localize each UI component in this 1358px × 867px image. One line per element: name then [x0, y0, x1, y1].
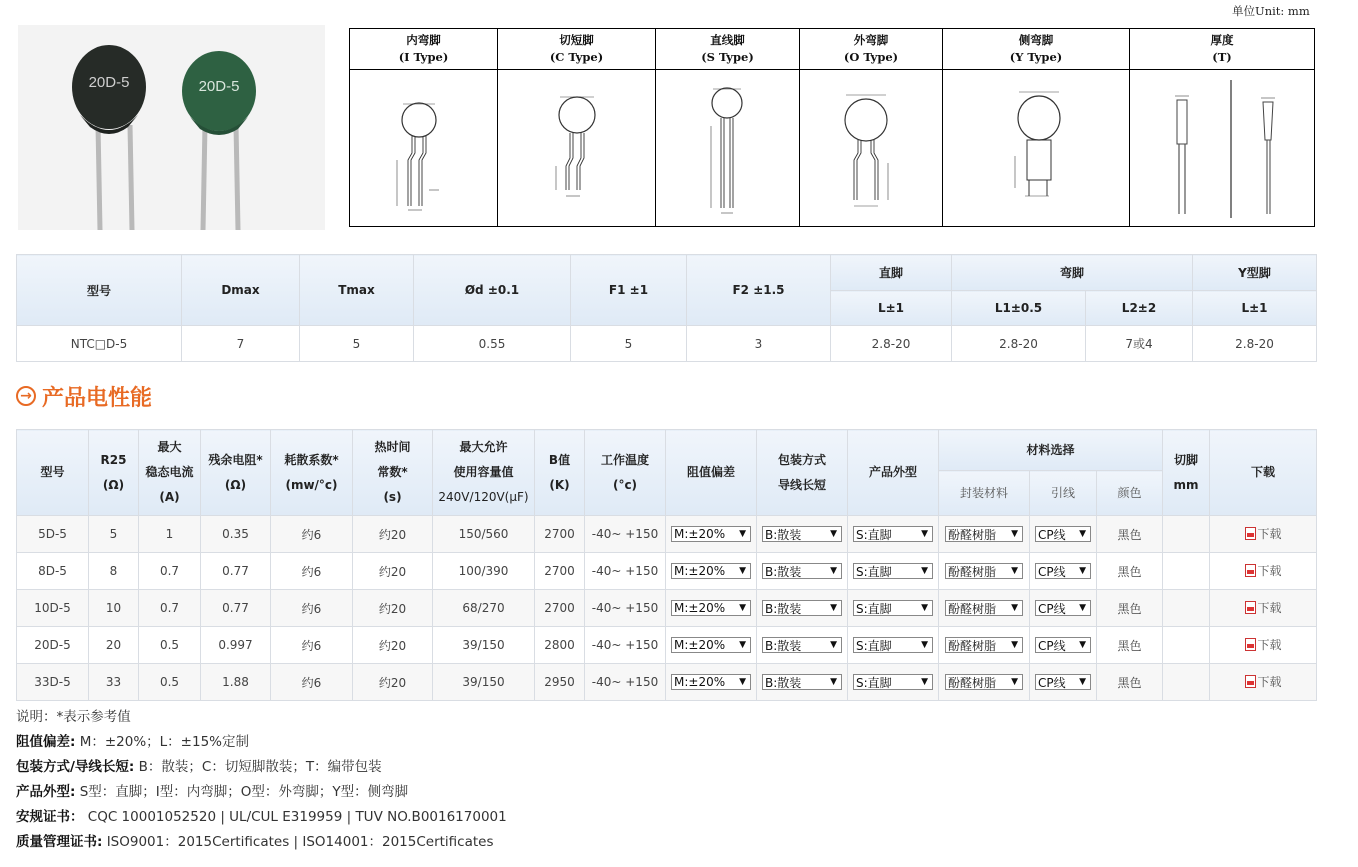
spec-header-shape: 产品外型 — [848, 430, 939, 516]
table-row — [17, 516, 1317, 553]
cell-thermal: 约20 — [353, 627, 433, 664]
type-header-c: 切短脚 (C Type) — [498, 29, 656, 70]
note-line: 产品外型: S型：直脚；I型：内弯脚；O型：外弯脚；Y型：侧弯脚 — [16, 784, 409, 800]
cell-dissipation: 约6 — [271, 627, 353, 664]
dim-header-d: Ød ±0.1 — [414, 255, 571, 326]
spec-header-model: 型号 — [17, 430, 89, 516]
lead-select[interactable]: CP线 ▼ — [1035, 526, 1091, 542]
encap-select[interactable]: 酚醛树脂 ▼ — [945, 526, 1023, 542]
table-row — [17, 553, 1317, 590]
dropdown-arrow-icon: ▼ — [1011, 566, 1018, 576]
shape-select[interactable]: S:直脚 ▼ — [853, 600, 933, 616]
dim-header-straight: 直脚 — [831, 255, 952, 291]
cell-b: 2700 — [535, 516, 585, 553]
cell-cut — [1163, 664, 1210, 701]
spec-header-tolerance: 阻值偏差 — [666, 430, 757, 516]
dropdown-arrow-icon: ▼ — [830, 603, 837, 613]
package-select[interactable]: B:散装 ▼ — [762, 563, 842, 579]
table-row — [17, 590, 1317, 627]
encap-select[interactable]: 酚醛树脂 ▼ — [945, 674, 1023, 690]
lead-select[interactable]: CP线 ▼ — [1035, 637, 1091, 653]
dropdown-arrow-icon: ▼ — [739, 566, 746, 576]
cell-temp: -40~ +150 — [585, 553, 666, 590]
package-select[interactable]: B:散装 ▼ — [762, 526, 842, 542]
cell-dissipation: 约6 — [271, 516, 353, 553]
tolerance-select[interactable]: M:±20% ▼ — [671, 600, 751, 616]
cell-cut — [1163, 553, 1210, 590]
dropdown-arrow-icon: ▼ — [1079, 529, 1086, 539]
arrow-circle-icon: → — [16, 386, 36, 406]
package-select[interactable]: B:散装 ▼ — [762, 674, 842, 690]
spec-header-residual: 残余电阻* (Ω) — [201, 430, 271, 516]
note-line: 安规证书： CQC 10001052520 | UL/CUL E319959 | TUV NO.B0016170001 — [16, 809, 507, 825]
cell-model: 33D-5 — [17, 664, 89, 701]
cell-temp: -40~ +150 — [585, 590, 666, 627]
cell-dissipation: 约6 — [271, 553, 353, 590]
i-type-drawing — [350, 70, 498, 227]
spec-header-b: B值 (K) — [535, 430, 585, 516]
download-link[interactable]: 下载 — [1245, 636, 1282, 653]
cell-capacity: 150/560 — [433, 516, 535, 553]
dim-header-bent-l2: L2±2 — [1086, 291, 1193, 326]
cell-b: 2700 — [535, 590, 585, 627]
cell-capacity: 68/270 — [433, 590, 535, 627]
cell-thermal: 约20 — [353, 664, 433, 701]
spec-header-lead: 引线 — [1030, 471, 1097, 516]
cell-imax: 1 — [139, 516, 201, 553]
download-link[interactable]: 下载 — [1245, 599, 1282, 616]
dim-header-bent-l1: L1±0.5 — [952, 291, 1086, 326]
spec-table — [16, 429, 1317, 701]
cell-capacity: 39/150 — [433, 664, 535, 701]
cell-capacity: 39/150 — [433, 627, 535, 664]
cell-r25: 8 — [89, 553, 139, 590]
cell-residual: 1.88 — [201, 664, 271, 701]
cell-thermal: 约20 — [353, 516, 433, 553]
cell-model: 5D-5 — [17, 516, 89, 553]
cell-residual: 0.997 — [201, 627, 271, 664]
type-header-t: 厚度 (T) — [1130, 29, 1315, 70]
lead-select[interactable]: CP线 ▼ — [1035, 563, 1091, 579]
cell-r25: 33 — [89, 664, 139, 701]
cell-temp: -40~ +150 — [585, 664, 666, 701]
spec-header-cut: 切脚 mm — [1163, 430, 1210, 516]
cell-residual: 0.77 — [201, 553, 271, 590]
dropdown-arrow-icon: ▼ — [1011, 677, 1018, 687]
dim-d: 0.55 — [414, 326, 571, 362]
dropdown-arrow-icon: ▼ — [739, 640, 746, 650]
package-select[interactable]: B:散装 ▼ — [762, 637, 842, 653]
shape-select[interactable]: S:直脚 ▼ — [853, 526, 933, 542]
dropdown-arrow-icon: ▼ — [1079, 640, 1086, 650]
dim-row — [17, 326, 1317, 362]
dim-y-l: 2.8-20 — [1193, 326, 1317, 362]
dim-bent-l2: 7或4 — [1086, 326, 1193, 362]
download-link[interactable]: 下载 — [1245, 673, 1282, 690]
dropdown-arrow-icon: ▼ — [921, 677, 928, 687]
spec-header-r25: R25 (Ω) — [89, 430, 139, 516]
dropdown-arrow-icon: ▼ — [921, 640, 928, 650]
cell-cut — [1163, 516, 1210, 553]
cell-cut — [1163, 627, 1210, 664]
dim-header-tmax: Tmax — [300, 255, 414, 326]
dropdown-arrow-icon: ▼ — [739, 529, 746, 539]
spec-header-package: 包装方式 导线长短 — [757, 430, 848, 516]
dim-bent-l1: 2.8-20 — [952, 326, 1086, 362]
dim-header-dmax: Dmax — [182, 255, 300, 326]
dim-header-straight-l: L±1 — [831, 291, 952, 326]
dim-header-model: 型号 — [17, 255, 182, 326]
dropdown-arrow-icon: ▼ — [1011, 529, 1018, 539]
dim-header-f2: F2 ±1.5 — [687, 255, 831, 326]
cell-imax: 0.5 — [139, 627, 201, 664]
encap-select[interactable]: 酚醛树脂 ▼ — [945, 637, 1023, 653]
tolerance-select[interactable]: M:±20% ▼ — [671, 674, 751, 690]
dropdown-arrow-icon: ▼ — [830, 677, 837, 687]
dropdown-arrow-icon: ▼ — [1011, 603, 1018, 613]
table-row — [17, 627, 1317, 664]
s-type-drawing — [656, 70, 800, 227]
cell-color: 黑色 — [1097, 516, 1163, 553]
cell-color: 黑色 — [1097, 627, 1163, 664]
type-header-s: 直线脚 (S Type) — [656, 29, 800, 70]
note-line: 阻值偏差: M：±20%；L：±15%定制 — [16, 734, 250, 750]
pdf-icon — [1245, 527, 1256, 540]
cell-color: 黑色 — [1097, 590, 1163, 627]
c-type-drawing — [498, 70, 656, 227]
cell-capacity: 100/390 — [433, 553, 535, 590]
spec-header-encap: 封装材料 — [939, 471, 1030, 516]
cell-model: 20D-5 — [17, 627, 89, 664]
dropdown-arrow-icon: ▼ — [1079, 566, 1086, 576]
dropdown-arrow-icon: ▼ — [921, 566, 928, 576]
cell-r25: 10 — [89, 590, 139, 627]
t-type-drawing — [1130, 70, 1315, 227]
dropdown-arrow-icon: ▼ — [739, 677, 746, 687]
lead-select[interactable]: CP线 ▼ — [1035, 600, 1091, 616]
type-header-o: 外弯脚 (O Type) — [800, 29, 943, 70]
spec-header-color: 颜色 — [1097, 471, 1163, 516]
dim-tmax: 5 — [300, 326, 414, 362]
dropdown-arrow-icon: ▼ — [830, 566, 837, 576]
cell-temp: -40~ +150 — [585, 516, 666, 553]
tolerance-select[interactable]: M:±20% ▼ — [671, 637, 751, 653]
pdf-icon — [1245, 638, 1256, 651]
dropdown-arrow-icon: ▼ — [830, 640, 837, 650]
section-title-text: 产品电性能 — [42, 385, 153, 411]
cell-imax: 0.7 — [139, 553, 201, 590]
pdf-icon — [1245, 564, 1256, 577]
dropdown-arrow-icon: ▼ — [1011, 640, 1018, 650]
lead-type-table — [349, 28, 1315, 227]
cell-dissipation: 约6 — [271, 590, 353, 627]
cell-model: 10D-5 — [17, 590, 89, 627]
cell-imax: 0.7 — [139, 590, 201, 627]
tolerance-select[interactable]: M:±20% ▼ — [671, 563, 751, 579]
photo-label-right: 20D-5 — [198, 78, 240, 95]
type-header-y: 侧弯脚 (Y Type) — [943, 29, 1130, 70]
note-line: 包装方式/导线长短: B：散装；C：切短脚散装；T：编带包装 — [16, 759, 382, 775]
spec-header-dissipation: 耗散系数* (mw/°c) — [271, 430, 353, 516]
dimension-table — [16, 254, 1317, 362]
y-type-drawing — [943, 70, 1130, 227]
shape-select[interactable]: S:直脚 ▼ — [853, 563, 933, 579]
dim-dmax: 7 — [182, 326, 300, 362]
notes — [16, 705, 507, 855]
note-line: 质量管理证书: ISO9001：2015Certificates | ISO14001：2015Certificates — [16, 834, 494, 850]
dim-f1: 5 — [571, 326, 687, 362]
type-header-i: 内弯脚 (I Type) — [350, 29, 498, 70]
download-link[interactable]: 下载 — [1245, 562, 1282, 579]
cell-thermal: 约20 — [353, 590, 433, 627]
photo-label-left: 20D-5 — [88, 74, 130, 91]
dim-header-bent: 弯脚 — [952, 255, 1193, 291]
pdf-icon — [1245, 675, 1256, 688]
cell-thermal: 约20 — [353, 553, 433, 590]
dropdown-arrow-icon: ▼ — [739, 603, 746, 613]
cell-b: 2700 — [535, 553, 585, 590]
cell-r25: 5 — [89, 516, 139, 553]
cell-cut — [1163, 590, 1210, 627]
encap-select[interactable]: 酚醛树脂 ▼ — [945, 563, 1023, 579]
spec-header-temp: 工作温度 (°c) — [585, 430, 666, 516]
cell-b: 2800 — [535, 627, 585, 664]
cell-imax: 0.5 — [139, 664, 201, 701]
cell-model: 8D-5 — [17, 553, 89, 590]
tolerance-select[interactable]: M:±20% ▼ — [671, 526, 751, 542]
cell-dissipation: 约6 — [271, 664, 353, 701]
lead-select[interactable]: CP线 ▼ — [1035, 674, 1091, 690]
shape-select[interactable]: S:直脚 ▼ — [853, 674, 933, 690]
dropdown-arrow-icon: ▼ — [1079, 603, 1086, 613]
cell-residual: 0.77 — [201, 590, 271, 627]
dropdown-arrow-icon: ▼ — [830, 529, 837, 539]
note-line: 说明：*表示参考值 — [16, 709, 131, 725]
section-title — [16, 381, 152, 411]
dim-model: NTC□D-5 — [17, 326, 182, 362]
pdf-icon — [1245, 601, 1256, 614]
spec-header-imax: 最大 稳态电流 (A) — [139, 430, 201, 516]
download-link[interactable]: 下载 — [1245, 525, 1282, 542]
cell-r25: 20 — [89, 627, 139, 664]
package-select[interactable]: B:散装 ▼ — [762, 600, 842, 616]
encap-select[interactable]: 酚醛树脂 ▼ — [945, 600, 1023, 616]
dropdown-arrow-icon: ▼ — [1079, 677, 1086, 687]
unit-label: 单位Unit: mm — [1232, 4, 1310, 18]
o-type-drawing — [800, 70, 943, 227]
shape-select[interactable]: S:直脚 ▼ — [853, 637, 933, 653]
cell-residual: 0.35 — [201, 516, 271, 553]
dim-header-y-l: L±1 — [1193, 291, 1317, 326]
dim-header-ytype: Y型脚 — [1193, 255, 1317, 291]
dim-f2: 3 — [687, 326, 831, 362]
spec-header-thermal: 热时间 常数* (s) — [353, 430, 433, 516]
dropdown-arrow-icon: ▼ — [921, 603, 928, 613]
dropdown-arrow-icon: ▼ — [921, 529, 928, 539]
spec-header-material: 材料选择 — [939, 430, 1163, 471]
dim-straight-l: 2.8-20 — [831, 326, 952, 362]
spec-header-download: 下载 — [1210, 430, 1317, 516]
cell-temp: -40~ +150 — [585, 627, 666, 664]
cell-b: 2950 — [535, 664, 585, 701]
cell-color: 黑色 — [1097, 664, 1163, 701]
cell-color: 黑色 — [1097, 553, 1163, 590]
table-row — [17, 664, 1317, 701]
product-photo — [18, 25, 325, 230]
spec-header-capacity: 最大允许 使用容量值 240V/120V(μF) — [433, 430, 535, 516]
dim-header-f1: F1 ±1 — [571, 255, 687, 326]
